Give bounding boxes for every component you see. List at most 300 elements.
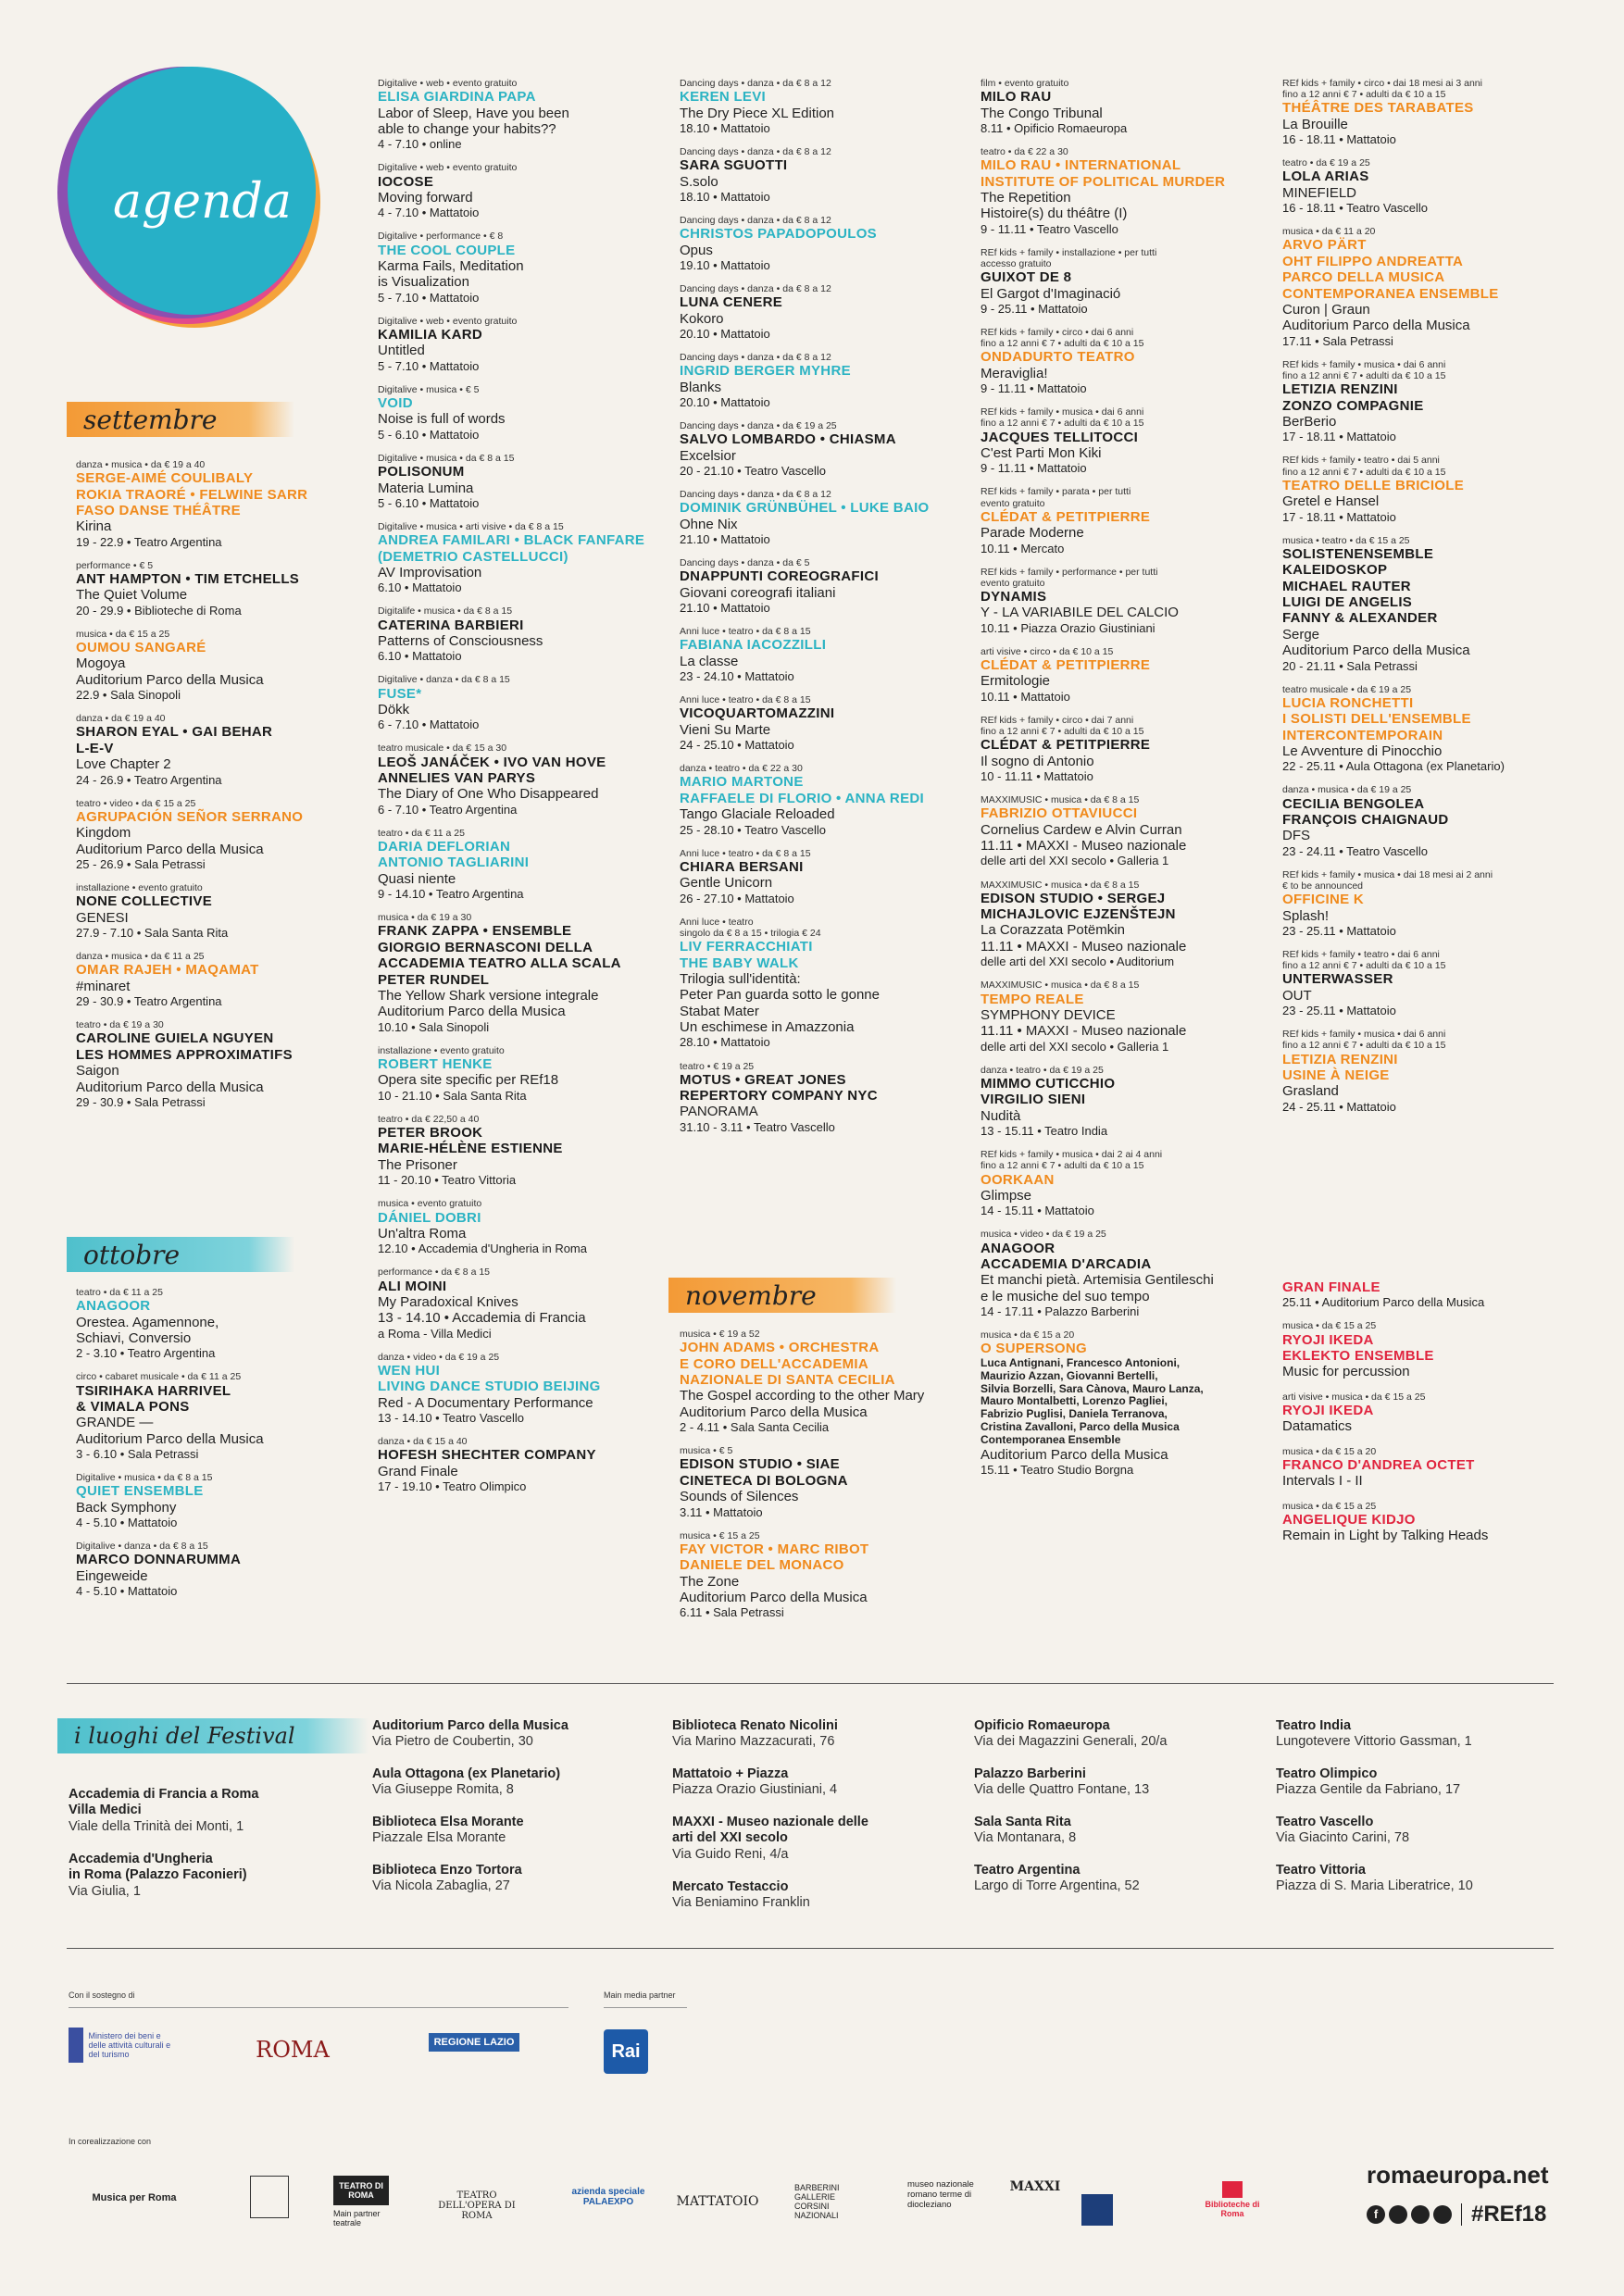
event-meta: danza • video • da € 19 a 25	[378, 1351, 500, 1363]
venue-name: Palazzo Barberini	[974, 1766, 1086, 1781]
event-meta: fino a 12 anni € 7 • adulti da € 10 a 15	[981, 1160, 1144, 1172]
biblioteche-logo	[1200, 2181, 1265, 2218]
artist-line: MIMMO CUTICCHIO	[981, 1075, 1116, 1092]
event-entry	[981, 1329, 1286, 1477]
event-entry	[1282, 784, 1588, 857]
artist-line: ANAGOOR	[981, 1240, 1056, 1256]
event-entry	[680, 215, 985, 272]
event-entry	[680, 694, 985, 752]
event-artist	[76, 571, 381, 587]
event-artist	[1282, 1512, 1588, 1528]
artist-line: INGRID BERGER MYHRE	[680, 363, 851, 380]
event-entry	[981, 980, 1286, 1053]
event-date-venue: 2 - 4.11 • Sala Santa Cecilia	[680, 1420, 830, 1435]
event-entry	[378, 1267, 683, 1340]
event-entry	[981, 1149, 1286, 1217]
artist-line: USINE À NEIGE	[1282, 1067, 1390, 1083]
event-meta: fino a 12 anni € 7 • adulti da € 10 a 15	[981, 338, 1144, 350]
event-artist	[378, 839, 683, 871]
event-title-line: Labor of Sleep, Have you been	[378, 105, 569, 121]
event-title-line: Patterns of Consciousness	[378, 632, 543, 649]
rai-text: Rai	[611, 2041, 641, 2062]
event-meta: REf kids + family • teatro • dai 6 anni	[1282, 949, 1440, 961]
artist-line: CATERINA BARBIERI	[378, 617, 524, 633]
event-entry	[1282, 1279, 1588, 1309]
event-artist	[378, 923, 683, 988]
instagram-icon[interactable]	[1411, 2205, 1430, 2224]
event-artist	[981, 1241, 1286, 1273]
event-entry	[378, 742, 683, 816]
venue-address: Via Guido Reni, 4/a	[672, 1846, 789, 1862]
event-artist	[378, 1056, 683, 1072]
artist-line: O SUPERSONG	[981, 1341, 1087, 1357]
event-artist	[1282, 1279, 1588, 1295]
venue-entry	[1276, 1718, 1472, 1751]
venue-address: Via Giacinto Carini, 78	[1276, 1830, 1410, 1846]
venue-name: Mattatoio + Piazza	[672, 1766, 789, 1781]
event-title-line: Stabat Mater	[680, 1003, 759, 1019]
twitter-icon[interactable]	[1389, 2205, 1407, 2224]
event-meta: musica • da € 19 a 30	[378, 912, 472, 924]
artist-line: SHARON EYAL • GAI BEHAR	[76, 724, 273, 741]
event-meta: singolo da € 8 a 15 • trilogia € 24	[680, 927, 821, 939]
events-column-1b	[76, 1287, 381, 1609]
event-artist	[680, 226, 985, 242]
event-title-line: is Visualization	[378, 274, 469, 291]
event-entry	[981, 880, 1286, 969]
event-artist	[1282, 695, 1588, 743]
event-date-venue: 6.10 • Mattatoio	[378, 580, 462, 595]
event-entry	[680, 557, 985, 615]
maxxi-logo: MAXXI	[1009, 2179, 1061, 2194]
artist-line: THE BABY WALK	[680, 955, 799, 971]
lazio-text: REGIONE LAZIO	[429, 2033, 520, 2052]
event-meta: musica • da € 15 a 25	[76, 628, 170, 640]
artist-line: LUCIA RONCHETTI	[1282, 694, 1414, 711]
event-meta: fino a 12 anni € 7 • adulti da € 10 a 15	[1282, 466, 1446, 478]
event-entry	[680, 146, 985, 204]
event-credits-line: Maurizio Azzan, Giovanni Bertelli,	[981, 1368, 1158, 1382]
event-artist	[680, 1072, 985, 1104]
month-label: ottobre	[83, 1239, 181, 1270]
event-entry	[1282, 1391, 1588, 1435]
event-title-line: Cornelius Cardew e Alvin Curran	[981, 821, 1182, 838]
artist-line: CINETECA DI BOLOGNA	[680, 1472, 848, 1489]
event-entry	[378, 1045, 683, 1103]
event-artist	[680, 1541, 985, 1574]
mibac-text: Ministero dei beni e delle attività culturali e del turismo	[88, 2031, 171, 2059]
month-label: novembre	[685, 1279, 817, 1311]
artist-line: L-E-V	[76, 740, 114, 756]
event-entry	[1282, 157, 1588, 215]
event-meta: teatro • da € 19 a 30	[76, 1019, 164, 1031]
artist-line: FASO DANSE THÉÂTRE	[76, 502, 241, 518]
event-meta: accesso gratuito	[981, 258, 1052, 270]
event-artist	[1282, 100, 1588, 116]
event-title-line: Le Avventure di Pinocchio	[1282, 742, 1443, 759]
event-title-line: Gentle Unicorn	[680, 875, 773, 892]
artist-line: PETER BROOK	[378, 1125, 483, 1142]
event-meta: Dancing days • danza • da € 8 a 12	[680, 215, 831, 227]
artist-line: RAFFAELE DI FLORIO • ANNA REDI	[680, 790, 924, 806]
event-title-line: Eingeweide	[76, 1567, 148, 1584]
artist-line: THE COOL COUPLE	[378, 242, 516, 258]
event-title-line: Auditorium Parco della Musica	[76, 1430, 264, 1447]
event-title-line: Music for percussion	[1282, 1364, 1410, 1380]
event-date-venue: 2 - 3.10 • Teatro Argentina	[76, 1346, 216, 1361]
event-entry	[981, 1065, 1286, 1138]
event-entry	[981, 327, 1286, 395]
event-title-line: Saigon	[76, 1063, 119, 1079]
event-artist	[680, 939, 985, 971]
event-entry	[1282, 1501, 1588, 1544]
event-meta: Digitalive • web • evento gratuito	[378, 78, 518, 89]
event-title-line: Love Chapter 2	[76, 756, 171, 773]
events-column-5b	[1282, 1279, 1588, 1555]
logo-text: agenda	[113, 174, 292, 230]
event-entry	[981, 78, 1286, 135]
event-date-venue: 4 - 7.10 • Mattatoio	[378, 206, 480, 220]
event-entry	[1282, 869, 1588, 938]
facebook-icon[interactable]: f	[1367, 2205, 1385, 2224]
event-date-venue: 5 - 7.10 • Mattatoio	[378, 290, 480, 305]
event-title-line: Gretel e Hansel	[1282, 493, 1380, 510]
event-meta: Anni luce • teatro • da € 8 a 15	[680, 847, 811, 859]
venue-entry	[974, 1863, 1140, 1895]
venue-entry	[372, 1766, 560, 1799]
event-date-venue: 9 - 11.11 • Mattatoio	[981, 381, 1087, 396]
event-title-line: Auditorium Parco della Musica	[680, 1404, 868, 1420]
divider-top	[67, 1683, 1554, 1684]
event-meta: Anni luce • teatro	[680, 916, 754, 928]
barberini-logo: BARBERINI GALLERIE CORSINI NAZIONALI	[794, 2183, 840, 2220]
event-date-venue: 29 - 30.9 • Sala Petrassi	[76, 1094, 206, 1109]
artist-line: QUIET ENSEMBLE	[76, 1483, 204, 1500]
event-entry	[1282, 455, 1588, 523]
event-artist	[378, 89, 683, 105]
event-date-venue: 23 - 24.10 • Mattatoio	[680, 669, 794, 684]
event-title-line: OUT	[1282, 987, 1312, 1004]
event-date-venue: 14 - 17.11 • Palazzo Barberini	[981, 1304, 1140, 1319]
venue-name: Biblioteca Enzo Tortora	[372, 1863, 522, 1878]
artist-line: I SOLISTI DELL'ENSEMBLE	[1282, 711, 1471, 728]
event-entry	[76, 1371, 381, 1461]
event-entry	[378, 1114, 683, 1187]
event-title-line: La Corazzata Potëmkin	[981, 922, 1125, 939]
event-date-venue: 16 - 18.11 • Teatro Vascello	[1282, 201, 1429, 216]
event-artist	[680, 363, 985, 379]
event-artist	[1282, 796, 1588, 829]
venue-name: Accademia d'Ungheria	[69, 1852, 213, 1866]
event-title-line: 11.11 • MAXXI - Museo nazionale	[981, 938, 1187, 955]
venue-entry	[974, 1766, 1149, 1799]
artist-line: DOMINIK GRÜNBÜHEL • LUKE BAIO	[680, 500, 930, 517]
event-entry	[378, 384, 683, 442]
event-date-venue: 23 - 25.11 • Mattatoio	[1282, 1004, 1396, 1018]
event-title-line: Dökk	[378, 701, 410, 718]
artist-line: GRAN FINALE	[1282, 1279, 1380, 1295]
event-meta: musica • da € 15 a 20	[1282, 1445, 1377, 1457]
artist-line: CHRISTOS PAPADOPOULOS	[680, 226, 877, 243]
event-artist	[981, 657, 1286, 673]
event-meta: MAXXIMUSIC • musica • da € 8 a 15	[981, 980, 1140, 992]
event-date-venue: 28.10 • Mattatoio	[680, 1035, 770, 1050]
event-date-venue: 4 - 5.10 • Mattatoio	[76, 1516, 178, 1530]
artist-line: KALEIDOSKOP	[1282, 562, 1388, 579]
event-title-line: Auditorium Parco della Musica	[981, 1447, 1168, 1464]
event-title-line: Auditorium Parco della Musica	[76, 1079, 264, 1095]
artist-line: LIVING DANCE STUDIO BEIJING	[378, 1379, 601, 1395]
event-artist	[76, 809, 381, 825]
event-artist	[981, 805, 1286, 821]
event-artist	[680, 500, 985, 516]
event-artist	[981, 1172, 1286, 1188]
event-title-line: The Gospel according to the other Mary	[680, 1388, 925, 1404]
artist-line: JOHN ADAMS • ORCHESTRA	[680, 1340, 880, 1356]
event-title-line: Sounds of Silences	[680, 1489, 799, 1505]
event-meta: REf kids + family • musica • dai 2 ai 4 anni	[981, 1149, 1163, 1161]
artist-line: MILO RAU • INTERNATIONAL	[981, 157, 1181, 174]
biblioteche-icon	[1222, 2181, 1243, 2198]
artist-line: INTERCONTEMPORAIN	[1282, 727, 1443, 743]
event-entry	[680, 1329, 985, 1434]
event-date-venue: 8.11 • Opificio Romaeuropa	[981, 120, 1128, 135]
artist-line: LEOŠ JANÁČEK • IVO VAN HOVE	[378, 754, 606, 770]
event-title-line: Mogoya	[76, 655, 126, 672]
event-meta: Digitalife • musica • da € 8 a 15	[378, 605, 513, 618]
event-entry	[1282, 684, 1588, 774]
event-date-venue: 6 - 7.10 • Teatro Argentina	[378, 802, 518, 817]
venue-name: Teatro Vittoria	[1276, 1863, 1366, 1878]
event-title-line: PANORAMA	[680, 1104, 758, 1120]
divider-bottom	[67, 1948, 1554, 1949]
event-title-line: Auditorium Parco della Musica	[378, 1004, 566, 1020]
event-title-line: #minaret	[76, 978, 131, 994]
event-title-line: Histoire(s) du théâtre (I)	[981, 206, 1128, 222]
events-column-5	[1282, 78, 1588, 1125]
artist-line: KEREN LEVI	[680, 89, 767, 106]
event-meta: teatro • da € 11 a 25	[378, 827, 465, 839]
event-artist	[680, 705, 985, 721]
event-artist	[1282, 892, 1588, 907]
venue-name: Mercato Testaccio	[672, 1879, 789, 1894]
event-date-venue: 3 - 6.10 • Sala Petrassi	[76, 1447, 199, 1462]
artist-line: DNAPPUNTI COREOGRAFICI	[680, 568, 879, 585]
event-artist	[680, 89, 985, 105]
event-artist	[981, 589, 1286, 605]
artist-line: DARIA DEFLORIAN	[378, 839, 511, 855]
biblioteche-text: Biblioteche di Roma	[1205, 2200, 1260, 2218]
event-title-line: Auditorium Parco della Musica	[1282, 643, 1470, 659]
event-date-venue: 4 - 5.10 • Mattatoio	[76, 1584, 178, 1599]
event-meta: musica • € 5	[680, 1445, 733, 1457]
event-artist	[1282, 381, 1588, 414]
artist-line: TEMPO REALE	[981, 991, 1084, 1007]
event-artist	[378, 1279, 683, 1294]
event-artist	[680, 637, 985, 653]
event-title-line: Opera site specific per REf18	[378, 1072, 559, 1089]
event-date-venue: 5 - 6.10 • Mattatoio	[378, 495, 480, 510]
artist-line: FRANK ZAPPA • ENSEMBLE	[378, 923, 572, 940]
event-title-line: Giovani coreografi italiani	[680, 584, 836, 601]
event-meta: REf kids + family • circo • dai 18 mesi ai 3 anni	[1282, 78, 1482, 89]
artist-line: ACCADEMIA TEATRO ALLA SCALA	[378, 955, 621, 972]
event-meta: installazione • evento gratuito	[76, 882, 203, 894]
event-title-line: Orestea. Agamennone,	[76, 1314, 219, 1330]
venue-entry	[69, 1787, 259, 1835]
event-entry	[680, 917, 985, 1050]
event-entry	[76, 798, 381, 871]
event-title-line: GENESI	[76, 909, 129, 926]
event-title-line: The Yellow Shark versione integrale	[378, 988, 599, 1004]
event-title-line: Glimpse	[981, 1187, 1032, 1204]
event-meta: danza • da € 19 a 40	[76, 713, 166, 725]
event-entry	[378, 521, 683, 594]
venue-name: Teatro Vascello	[1276, 1815, 1374, 1829]
event-title-line: The Congo Tribunal	[981, 105, 1103, 121]
event-entry	[1282, 78, 1588, 146]
artist-line: NAZIONALE DI SANTA CECILIA	[680, 1371, 895, 1388]
venue-address: Via Giulia, 1	[69, 1883, 141, 1899]
event-date-venue: 5 - 7.10 • Mattatoio	[378, 358, 480, 373]
event-entry	[1282, 1320, 1588, 1379]
event-title-line: Nudità	[981, 1107, 1021, 1124]
youtube-icon[interactable]	[1433, 2205, 1452, 2224]
media-line	[604, 2007, 687, 2008]
event-title-line: Materia Lumina	[378, 480, 474, 496]
fondazione-logo	[1081, 2194, 1113, 2226]
site-link[interactable]: romaeuropa.net	[1367, 2161, 1549, 2189]
event-title-line: My Paradoxical Knives	[378, 1293, 518, 1310]
event-meta: MAXXIMUSIC • musica • da € 8 a 15	[981, 879, 1140, 891]
event-entry	[680, 848, 985, 905]
event-artist	[378, 395, 683, 411]
event-artist	[981, 1341, 1286, 1356]
event-title-line: Trilogia sull'identità:	[680, 970, 801, 987]
event-title-line: Curon | Graun	[1282, 301, 1370, 318]
venue-address: Via Montanara, 8	[974, 1830, 1077, 1846]
event-meta: REf kids + family • musica • dai 6 anni	[1282, 1029, 1446, 1041]
event-title-line: Untitled	[378, 343, 425, 359]
artist-line: THÉÂTRE DES TARABATES	[1282, 100, 1474, 117]
venue-entry	[372, 1815, 524, 1847]
artist-line: ANTONIO TAGLIARINI	[378, 855, 530, 871]
event-date-venue: 25 - 28.10 • Teatro Vascello	[680, 822, 826, 837]
event-date-venue: 22.9 • Sala Sinopoli	[76, 688, 181, 703]
artist-line: UNTERWASSER	[1282, 971, 1393, 988]
event-meta: musica • € 19 a 52	[680, 1329, 760, 1340]
event-title-line: Intervals I - II	[1282, 1473, 1363, 1490]
event-entry	[76, 713, 381, 786]
artist-line: OHT FILIPPO ANDREATTA	[1282, 253, 1464, 269]
event-artist	[76, 470, 381, 518]
lazio-logo	[418, 2033, 530, 2052]
event-date-venue: 29 - 30.9 • Teatro Argentina	[76, 994, 222, 1009]
event-date-venue: 26 - 27.10 • Mattatoio	[680, 891, 794, 905]
event-date-venue: 10.11 • Mattatoio	[981, 689, 1070, 704]
event-artist	[76, 1298, 381, 1314]
venue-address: Piazzale Elsa Morante	[372, 1830, 506, 1846]
artist-line: ROKIA TRAORÉ • FELWINE SARR	[76, 486, 308, 503]
event-meta: danza • musica • da € 19 a 25	[1282, 784, 1412, 796]
event-date-venue: 10.11 • Piazza Orazio Giustiniani	[981, 620, 1156, 635]
event-artist	[76, 1383, 381, 1416]
artist-line: FRANCO D'ANDREA OCTET	[1282, 1456, 1475, 1473]
event-artist	[76, 893, 381, 909]
event-meta: musica • da € 15 a 25	[1282, 1320, 1377, 1332]
event-entry	[981, 715, 1286, 783]
event-date-venue: 9 - 11.11 • Mattatoio	[981, 461, 1087, 476]
sponsor-line	[69, 2007, 568, 2008]
artist-line: SOLISTENENSEMBLE	[1282, 545, 1434, 562]
artist-line: LETIZIA RENZINI	[1282, 381, 1398, 398]
venue-entry	[672, 1718, 838, 1751]
event-entry	[378, 912, 683, 1034]
event-artist	[378, 618, 683, 633]
artist-line: SERGE-AIMÉ COULIBALY	[76, 470, 254, 487]
artist-line: INSTITUTE OF POLITICAL MURDER	[981, 173, 1226, 190]
artist-line: MARIO MARTONE	[680, 774, 804, 791]
corealization-label: In corealizzazione con	[69, 2137, 152, 2146]
event-meta: film • evento gratuito	[981, 78, 1069, 89]
event-date-venue: 9 - 14.10 • Teatro Argentina	[378, 887, 524, 902]
event-meta: MAXXIMUSIC • musica • da € 8 a 15	[981, 794, 1140, 806]
event-entry	[680, 626, 985, 683]
event-title-line: Datamatics	[1282, 1418, 1353, 1435]
event-meta: REf kids + family • circo • dai 6 anni	[981, 327, 1134, 339]
roma-logo	[237, 2037, 348, 2063]
artist-line: VICOQUARTOMAZZINI	[680, 705, 835, 722]
event-date-venue: 17 - 19.10 • Teatro Olimpico	[378, 1479, 527, 1494]
artist-line: CECILIA BENGOLEA	[1282, 795, 1425, 812]
event-artist	[981, 891, 1286, 923]
event-meta: arti visive • musica • da € 15 a 25	[1282, 1391, 1426, 1403]
artist-line: VOID	[378, 395, 413, 412]
event-title-line: AV Improvisation	[378, 564, 482, 580]
artist-line: ANAGOOR	[76, 1298, 151, 1315]
event-meta: REf kids + family • teatro • dai 5 anni	[1282, 455, 1440, 467]
event-meta: musica • teatro • da € 15 a 25	[1282, 534, 1410, 546]
event-date-venue: 24 - 26.9 • Teatro Argentina	[76, 772, 222, 787]
event-title-line: Red - A Documentary Performance	[378, 1394, 593, 1411]
event-entry	[680, 489, 985, 546]
event-meta: danza • musica • da € 11 a 25	[76, 951, 205, 963]
event-entry	[1282, 1446, 1588, 1490]
artist-line: MILO RAU	[981, 89, 1052, 106]
event-date-venue: 14 - 15.11 • Mattatoio	[981, 1204, 1094, 1218]
event-date-venue: 24 - 25.11 • Mattatoio	[1282, 1099, 1396, 1114]
month-banner-november	[668, 1278, 896, 1313]
artist-line: MICHAJLOVIC EJZENŠTEJN	[981, 906, 1176, 923]
event-meta: danza • da € 15 a 40	[378, 1436, 468, 1448]
artist-line: (DEMETRIO CASTELLUCCI)	[378, 548, 568, 565]
event-title-line: DFS	[1282, 828, 1310, 844]
artist-line: LOLA ARIAS	[1282, 168, 1369, 185]
artist-line: CLÉDAT & PETITPIERRE	[981, 737, 1151, 754]
event-date-venue: 6.11 • Sala Petrassi	[680, 1605, 784, 1620]
event-title-line: Opus	[680, 242, 713, 258]
venue-entry	[672, 1879, 810, 1912]
event-title-line: Kingdom	[76, 825, 131, 842]
artist-line: ROBERT HENKE	[378, 1056, 493, 1073]
event-date-venue: 20 - 29.9 • Biblioteche di Roma	[76, 603, 242, 618]
event-meta: Digitalive • danza • da € 8 a 15	[378, 674, 510, 686]
month-banner-september	[67, 402, 294, 437]
artist-line: OFFICINE K	[1282, 892, 1364, 908]
event-title-line: Peter Pan guarda sotto le gonne	[680, 987, 880, 1004]
main-partner-label: Main partner teatrale	[333, 2209, 381, 2227]
events-column-3	[680, 78, 985, 1145]
